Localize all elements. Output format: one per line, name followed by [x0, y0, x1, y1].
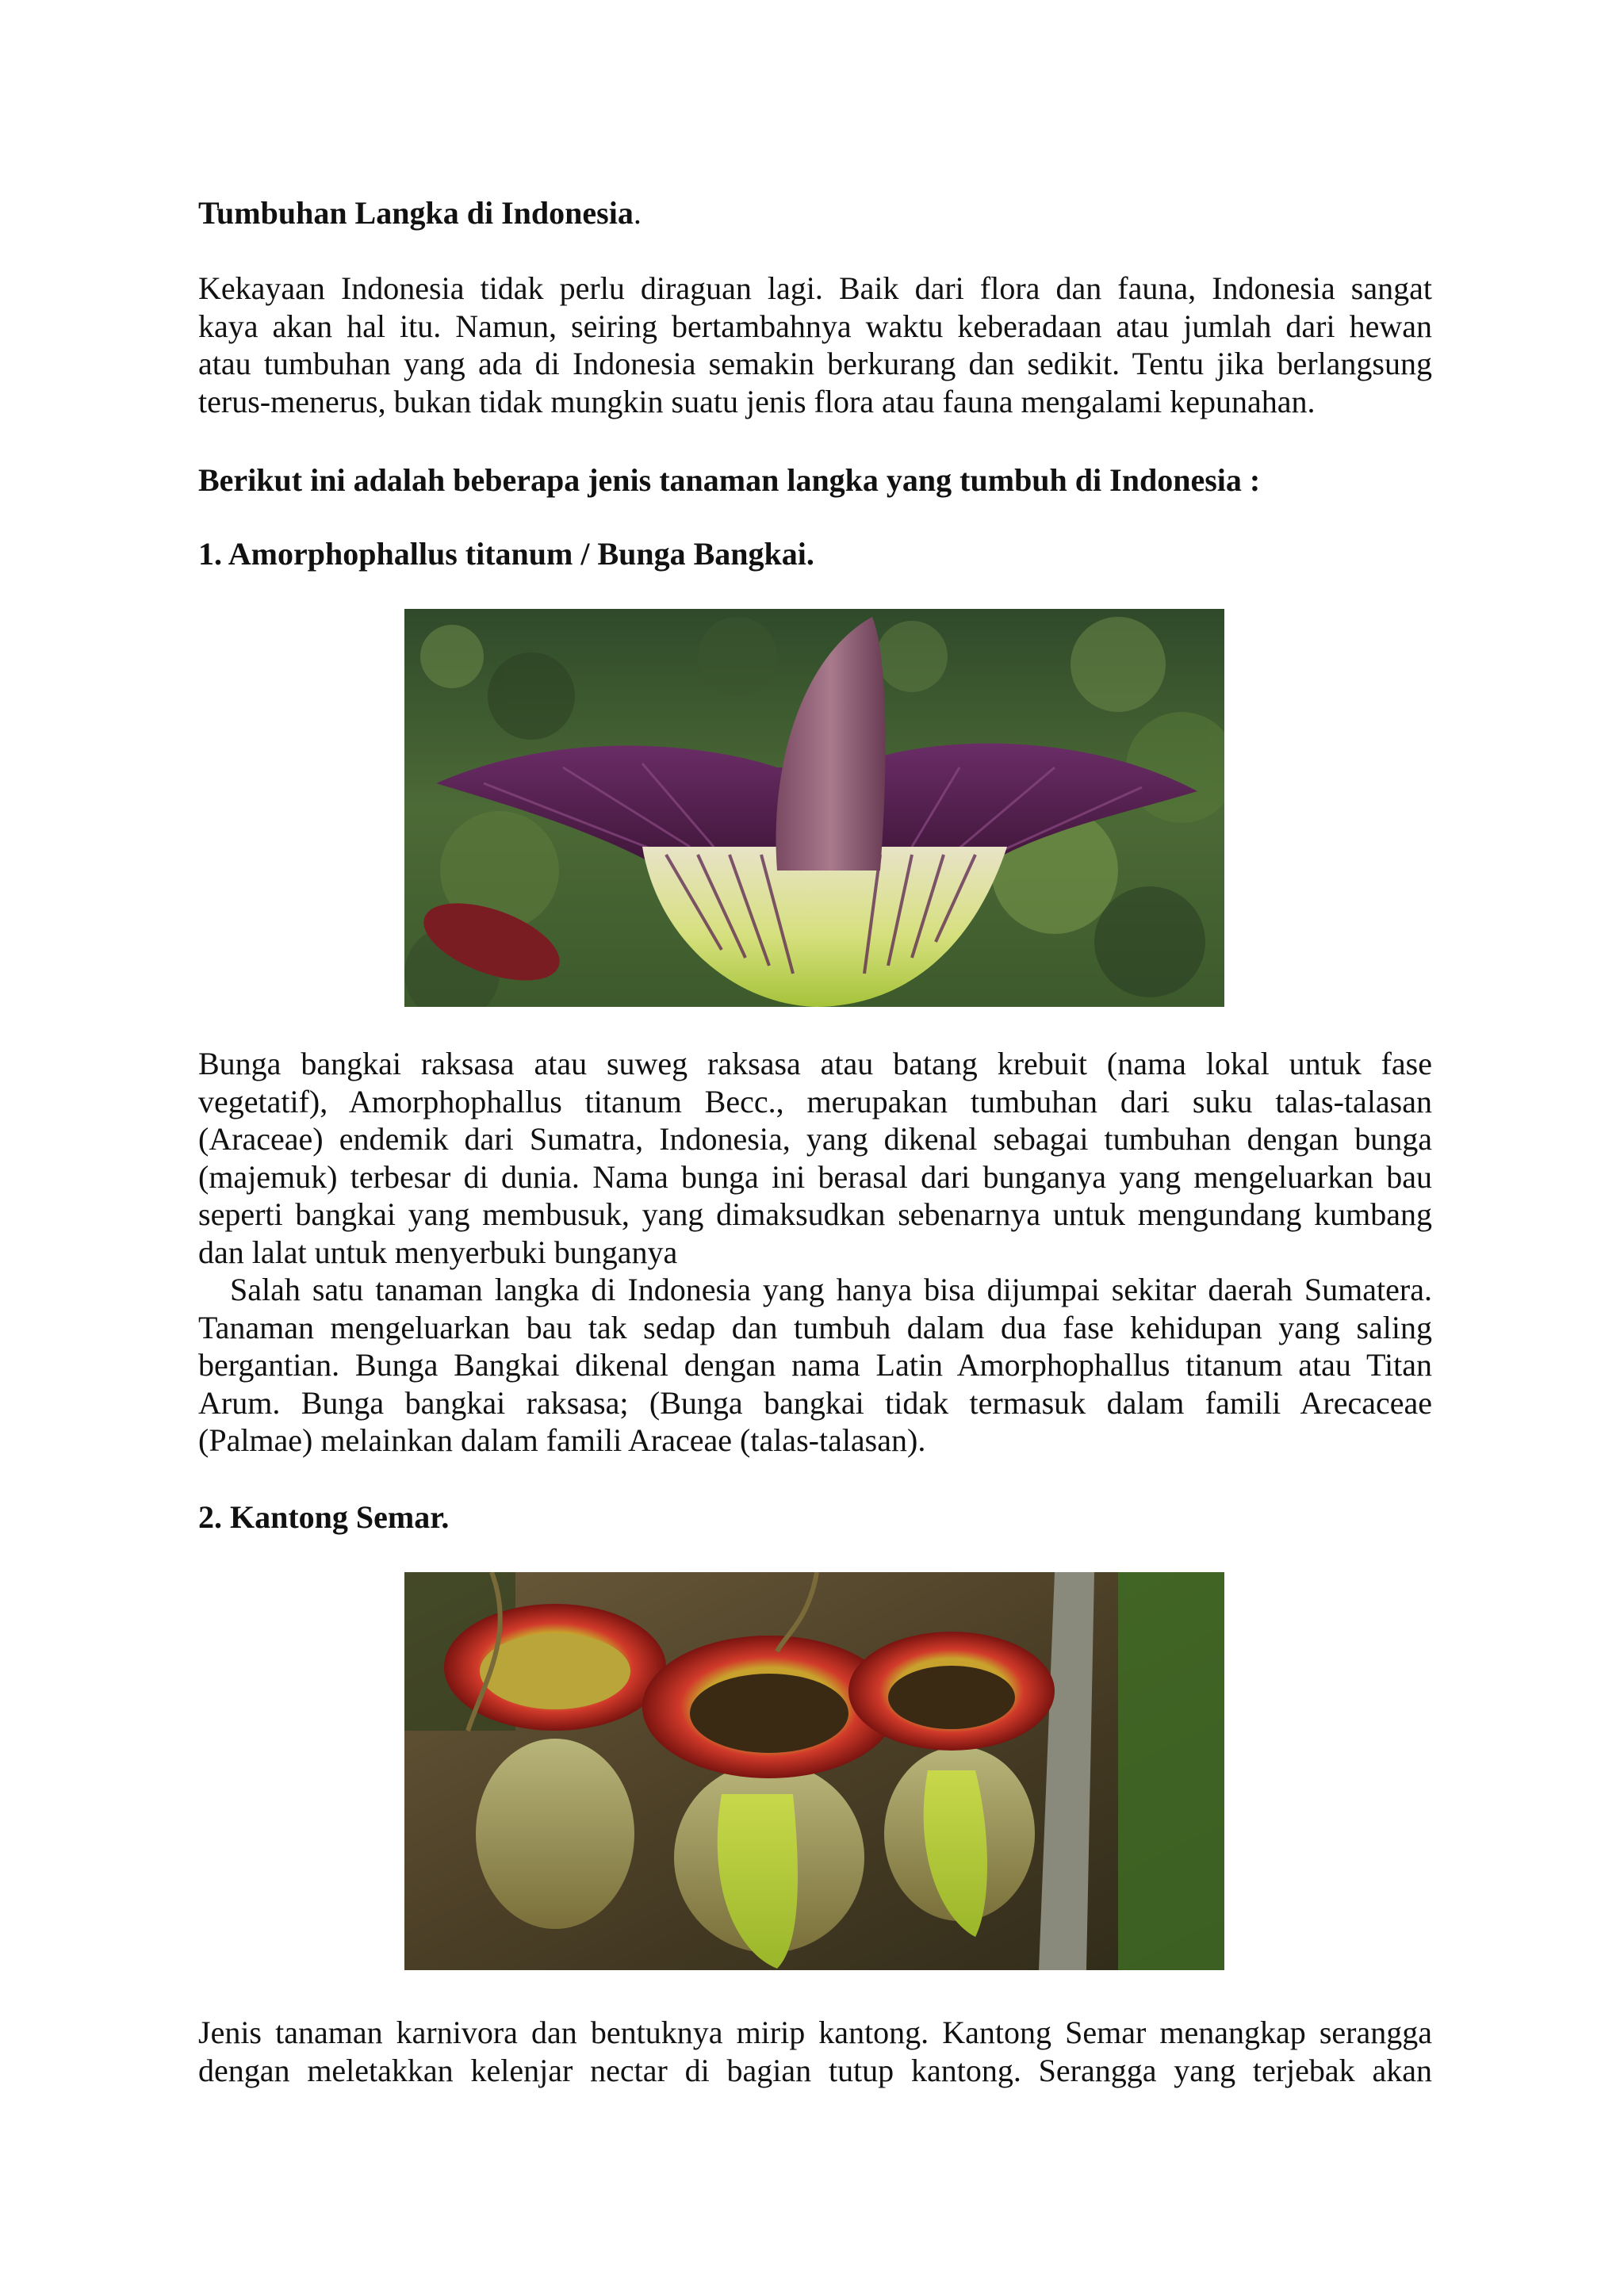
paragraph-line: Tanaman mengeluarkan bau tak sedap dan tumbuh dalam dua fase kehidupan yang saling: [198, 1309, 1432, 1345]
paragraph-line: Arum. Bunga bangkai raksasa; (Bunga bangkai tidak termasuk dalam famili Arecaceae: [198, 1384, 1432, 1421]
paragraph-line: bergantian. Bunga Bangkai dikenal dengan nama Latin Amorphophallus titanum atau Titan: [198, 1347, 1432, 1383]
pitcher-plant-photo: [404, 1572, 1224, 1970]
paragraph-line: vegetatif), Amorphophallus titanum Becc., merupakan tumbuhan dari suku talas-talasan: [198, 1083, 1432, 1119]
intro-line: kaya akan hal itu. Namun, seiring bertambahnya waktu keberadaan atau jumlah dari hewan: [198, 308, 1432, 344]
page-title-period: .: [633, 195, 642, 231]
corpse-flower-photo: [404, 609, 1224, 1007]
page-title-text: Tumbuhan Langka di Indonesia: [198, 195, 634, 231]
corpse-flower-illustration: [404, 609, 1224, 1007]
paragraph-line: dengan meletakkan kelenjar nectar di bagian tutup kantong. Serangga yang terjebak akan: [198, 2052, 1432, 2088]
paragraph-line: dan lalat untuk menyerbuki bunganya: [198, 1234, 678, 1270]
pitcher-plant-illustration: [404, 1572, 1224, 1970]
section-1-heading: 1. Amorphophallus titanum / Bunga Bangkai.: [198, 536, 814, 572]
section-1-paragraph: [198, 1045, 1432, 1460]
paragraph-line: (Araceae) endemik dari Sumatra, Indonesia, yang dikenal sebagai tumbuhan dengan bunga: [198, 1121, 1432, 1157]
intro-line: atau tumbuhan yang ada di Indonesia semakin berkurang dan sedikit. Tentu jika berlangsung: [198, 346, 1432, 381]
intro-line: terus-menerus, bukan tidak mungkin suatu jenis flora atau fauna mengalami kepunahan.: [198, 383, 1316, 419]
intro-paragraph: [198, 270, 1432, 420]
paragraph-line: (Palmae) melainkan dalam famili Araceae (talas-talasan).: [198, 1422, 926, 1458]
paragraph-line: Bunga bangkai raksasa atau suweg raksasa atau batang krebuit (nama lokal untuk fase: [198, 1046, 1432, 1081]
section-2-paragraph: [198, 2014, 1432, 2089]
page-title: [198, 194, 642, 232]
paragraph-line: seperti bangkai yang membusuk, yang dimaksudkan sebenarnya untuk mengundang kumbang: [198, 1196, 1432, 1232]
paragraph-line: (majemuk) terbesar di dunia. Nama bunga ini berasal dari bunganya yang mengeluarkan bau: [198, 1158, 1432, 1195]
list-intro: Berikut ini adalah beberapa jenis tanaman langka yang tumbuh di Indonesia :: [198, 462, 1261, 498]
paragraph-line: Jenis tanaman karnivora dan bentuknya mirip kantong. Kantong Semar menangkap serangga: [198, 2015, 1432, 2050]
paragraph-line: Salah satu tanaman langka di Indonesia yang hanya bisa dijumpai sekitar daerah Sumatera.: [230, 1272, 1432, 1307]
intro-line: Kekayaan Indonesia tidak perlu diraguan lagi. Baik dari flora dan fauna, Indonesia sangat: [198, 270, 1432, 306]
section-2-heading: 2. Kantong Semar.: [198, 1499, 450, 1535]
